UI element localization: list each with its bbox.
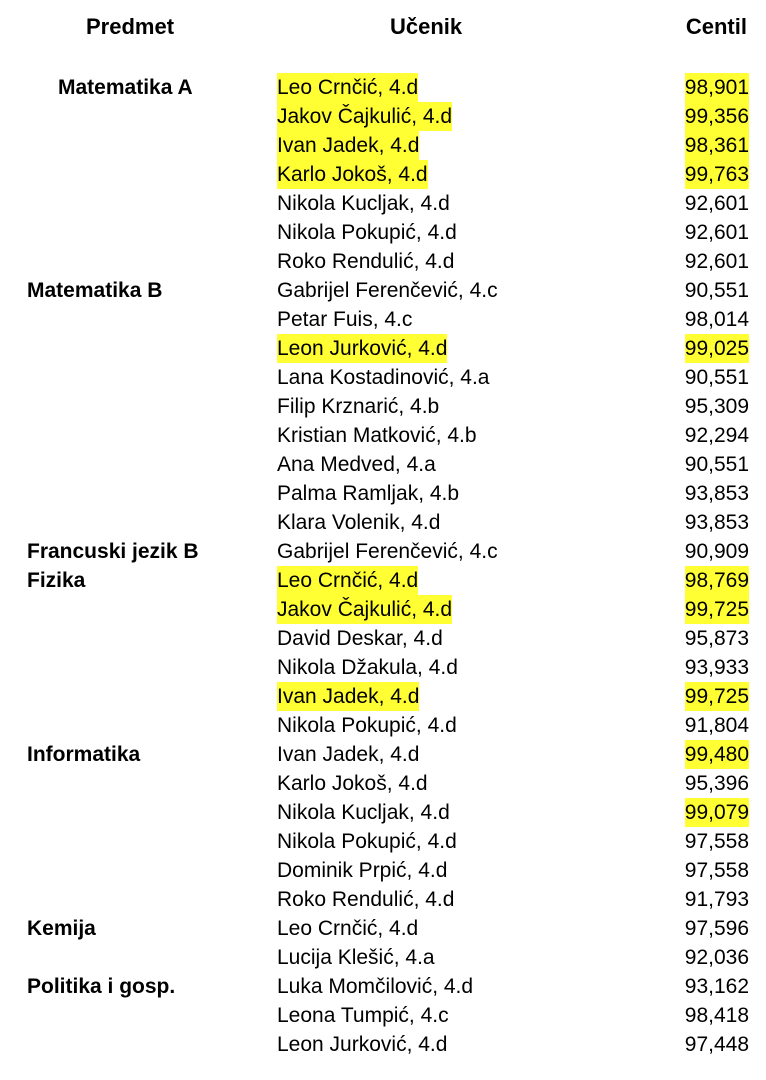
table-row [0,421,766,450]
centil-value: 98,014 [684,308,749,331]
centil-value: 90,551 [684,453,749,476]
student-name: Nikola Kucljak, 4.d [277,192,450,215]
centil-value: 93,853 [684,482,749,505]
table-row [0,798,766,827]
student-name: Roko Rendulić, 4.d [277,888,455,911]
centil-value: 95,873 [684,627,749,650]
student-name: Dominik Prpić, 4.d [277,859,448,882]
centil-value: 97,448 [684,1033,749,1056]
student-name: Lucija Klešić, 4.a [277,946,435,969]
results-table-body [0,73,766,1059]
column-header-subject: Predmet [86,14,175,39]
student-name: Nikola Pokupić, 4.d [277,830,457,853]
centil-value: 90,551 [684,366,749,389]
centil-value: 98,769 [685,566,749,595]
table-row [0,1030,766,1059]
centil-value: 97,558 [684,859,749,882]
table-row [0,479,766,508]
centil-value: 90,551 [684,279,749,302]
table-row [0,363,766,392]
centil-value: 99,725 [685,595,749,624]
table-row [0,305,766,334]
centil-value: 92,036 [684,946,749,969]
table-row [0,276,766,305]
student-name: Kristian Matković, 4.b [277,424,477,447]
student-name: Luka Momčilović, 4.d [277,975,474,998]
table-header [0,14,766,44]
student-name: Ivan Jadek, 4.d [277,682,419,711]
student-name: Ana Medved, 4.a [277,453,436,476]
table-row [0,972,766,1001]
table-row [0,885,766,914]
subject-label: Politika i gosp. [27,975,176,998]
student-name: Karlo Jokoš, 4.d [277,160,428,189]
table-row [0,247,766,276]
student-name: Karlo Jokoš, 4.d [277,772,428,795]
centil-value: 92,601 [684,221,749,244]
centil-value: 99,725 [685,682,749,711]
table-row [0,189,766,218]
student-name: Filip Krznarić, 4.b [277,395,440,418]
centil-value: 93,162 [684,975,749,998]
subject-label: Fizika [27,569,86,592]
column-header-student: Učenik [390,14,463,39]
student-name: Jakov Čajkulić, 4.d [277,595,452,624]
centil-value: 95,396 [684,772,749,795]
student-name: Leona Tumpić, 4.c [277,1004,449,1027]
table-row [0,595,766,624]
centil-value: 92,601 [684,192,749,215]
table-row [0,653,766,682]
subject-label: Informatika [27,743,141,766]
table-row [0,450,766,479]
table-row [0,73,766,102]
student-name: Palma Ramljak, 4.b [277,482,460,505]
student-name: Nikola Kucljak, 4.d [277,801,450,824]
student-name: Leo Crnčić, 4.d [277,917,419,940]
table-row [0,218,766,247]
table-row [0,537,766,566]
centil-value: 91,804 [684,714,749,737]
centil-value: 98,418 [684,1004,749,1027]
table-row [0,102,766,131]
table-row [0,943,766,972]
table-row [0,334,766,363]
subject-label: Kemija [27,917,96,940]
centil-value: 92,601 [684,250,749,273]
subject-label: Matematika B [27,279,163,302]
table-row [0,769,766,798]
subject-label: Francuski jezik B [27,540,199,563]
table-row [0,827,766,856]
subject-label: Matematika A [58,76,193,99]
centil-value: 98,901 [685,73,749,102]
student-name: Ivan Jadek, 4.d [277,743,420,766]
student-name: Leo Crnčić, 4.d [277,566,418,595]
centil-value: 95,309 [684,395,749,418]
table-row [0,392,766,421]
table-row [0,914,766,943]
student-name: Jakov Čajkulić, 4.d [277,102,452,131]
table-row [0,624,766,653]
centil-value: 93,933 [684,656,749,679]
table-row [0,740,766,769]
centil-value: 98,361 [685,131,749,160]
student-name: David Deskar, 4.d [277,627,443,650]
student-name: Petar Fuis, 4.c [277,308,413,331]
student-name: Leo Crnčić, 4.d [277,73,418,102]
centil-value: 99,025 [685,334,749,363]
table-row [0,131,766,160]
table-row [0,711,766,740]
table-row [0,508,766,537]
student-name: Ivan Jadek, 4.d [277,131,419,160]
student-name: Leon Jurković, 4.d [277,1033,448,1056]
student-name: Gabrijel Ferenčević, 4.c [277,279,498,302]
centil-value: 99,356 [685,102,749,131]
student-name: Gabrijel Ferenčević, 4.c [277,540,498,563]
table-row [0,682,766,711]
centil-value: 93,853 [684,511,749,534]
student-name: Nikola Džakula, 4.d [277,656,458,679]
centil-value: 99,763 [685,160,749,189]
centil-value: 91,793 [684,888,749,911]
table-row [0,856,766,885]
student-name: Roko Rendulić, 4.d [277,250,455,273]
centil-value: 92,294 [684,424,749,447]
column-header-centil: Centil [685,14,747,39]
centil-value: 97,596 [684,917,749,940]
centil-value: 90,909 [684,540,749,563]
student-name: Leon Jurković, 4.d [277,334,447,363]
centil-value: 99,480 [685,740,749,769]
table-row [0,1001,766,1030]
student-name: Nikola Pokupić, 4.d [277,714,457,737]
table-row [0,566,766,595]
centil-value: 99,079 [685,798,749,827]
centil-value: 97,558 [684,830,749,853]
table-row [0,160,766,189]
student-name: Nikola Pokupić, 4.d [277,221,457,244]
student-name: Klara Volenik, 4.d [277,511,441,534]
student-name: Lana Kostadinović, 4.a [277,366,490,389]
